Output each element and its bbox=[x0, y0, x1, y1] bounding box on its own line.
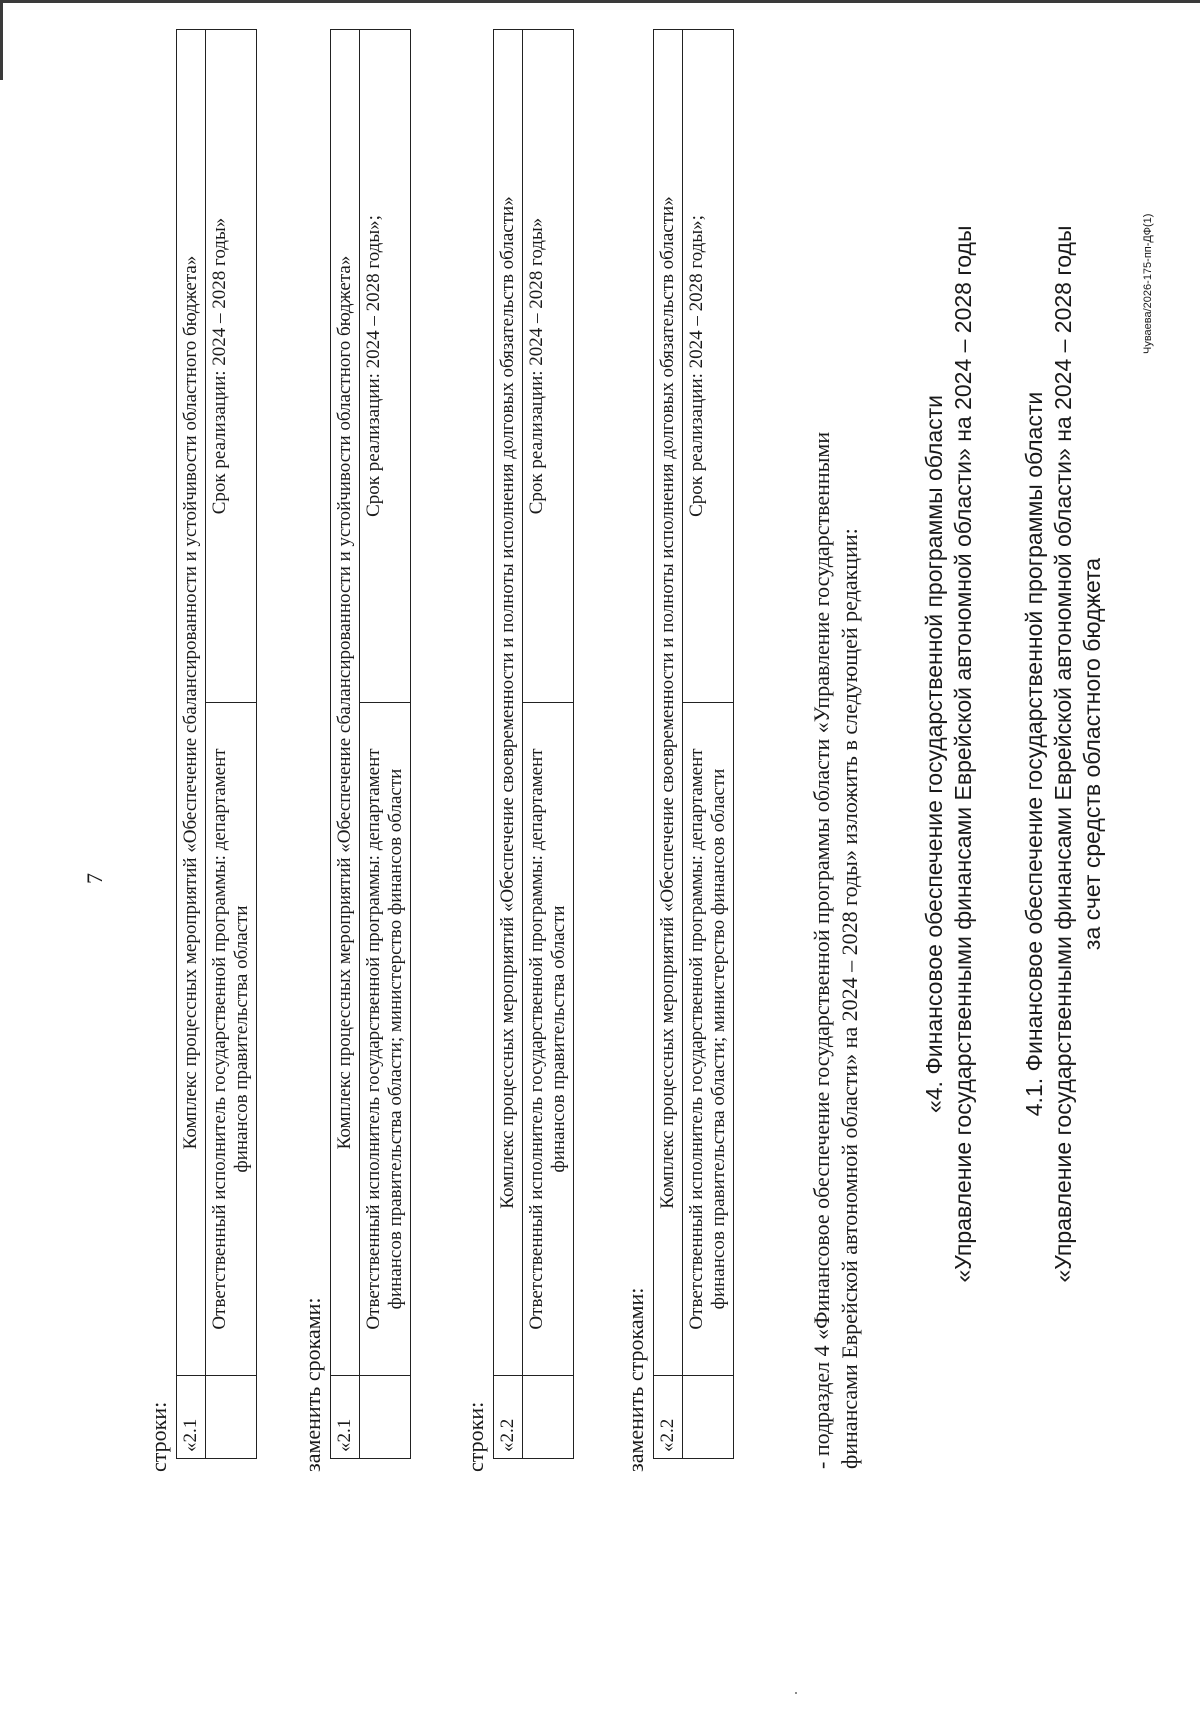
heading-section-4 bbox=[920, 24, 978, 1484]
table-row bbox=[654, 30, 683, 1459]
row-code-empty bbox=[523, 1376, 574, 1459]
table-1 bbox=[176, 29, 257, 1459]
heading-4-line-1: «4. Финансовое обеспечение государственной программы области bbox=[921, 394, 947, 1114]
table-row bbox=[331, 30, 360, 1459]
heading-4-line-2: «Управление государственными финансами Еврейской автономной области» на 2024 – 2028 годы bbox=[950, 225, 976, 1283]
row-code-empty bbox=[683, 1376, 734, 1459]
table-row bbox=[683, 30, 734, 1459]
row-code-empty bbox=[360, 1376, 411, 1459]
row-title: Комплекс процессных мероприятий «Обеспечение своевременности и полноты исполнения долговых обязательств области» bbox=[654, 30, 683, 1376]
row-code: «2.1 bbox=[331, 1376, 360, 1459]
row-term: Срок реализации: 2024 – 2028 годы»; bbox=[360, 30, 411, 703]
row-term: Срок реализации: 2024 – 2028 годы»; bbox=[683, 30, 734, 703]
heading-41-line-2: «Управление государственными финансами Еврейской автономной области» на 2024 – 2028 годы bbox=[1050, 225, 1076, 1283]
row-code: «2.2 bbox=[654, 1376, 683, 1459]
row-code-empty bbox=[206, 1376, 257, 1459]
row-executor: Ответственный исполнитель государственной программы: департамент финансов правительства области; министерство финансов области bbox=[360, 703, 411, 1376]
table-row bbox=[206, 30, 257, 1459]
heading-41-line-3: за счет средств областного бюджета bbox=[1079, 557, 1105, 951]
paragraph-line-1: - подраздел 4 «Финансовое обеспечение государственной программы области «Управление государственными bbox=[809, 431, 834, 1469]
section-label-4: заменить строками: bbox=[623, 1287, 648, 1472]
row-title: Комплекс процессных мероприятий «Обеспечение сбалансированности и устойчивости областного бюджета» bbox=[177, 30, 206, 1376]
table-row bbox=[360, 30, 411, 1459]
row-term: Срок реализации: 2024 – 2028 годы» bbox=[523, 30, 574, 703]
document-code: Чуваева/2026-175-пп-ДФ(1) bbox=[1142, 213, 1154, 354]
row-executor: Ответственный исполнитель государственной программы: департамент финансов правительства области bbox=[206, 703, 257, 1376]
table-row bbox=[494, 30, 523, 1459]
page-number: 7 bbox=[82, 873, 107, 884]
row-title: Комплекс процессных мероприятий «Обеспечение своевременности и полноты исполнения долговых обязательств области» bbox=[494, 30, 523, 1376]
section-label-3: строки: bbox=[463, 1401, 488, 1472]
section-label-2: заменить сроками: bbox=[300, 1297, 325, 1472]
table-2 bbox=[330, 29, 411, 1459]
table-row bbox=[523, 30, 574, 1459]
row-executor: Ответственный исполнитель государственной программы: департамент финансов правительства области bbox=[523, 703, 574, 1376]
row-title: Комплекс процессных мероприятий «Обеспечение сбалансированности и устойчивости областного бюджета» bbox=[331, 30, 360, 1376]
heading-41-line-1: 4.1. Финансовое обеспечение государственной программы области bbox=[1021, 391, 1047, 1117]
table-row bbox=[177, 30, 206, 1459]
table-4 bbox=[653, 29, 734, 1459]
row-executor: Ответственный исполнитель государственной программы: департамент финансов правительства области; министерство финансов области bbox=[683, 703, 734, 1376]
paragraph-line-2: финансами Еврейской автономной области» на 2024 – 2028 годы» изложить в следующей редакции: bbox=[837, 528, 862, 1469]
amendment-paragraph bbox=[808, 24, 864, 1469]
row-code: «2.2 bbox=[494, 1376, 523, 1459]
row-term: Срок реализации: 2024 – 2028 годы» bbox=[206, 30, 257, 703]
section-label-1: строки: bbox=[146, 1401, 171, 1472]
table-3 bbox=[493, 29, 574, 1459]
row-code: «2.1 bbox=[177, 1376, 206, 1459]
heading-section-4-1 bbox=[1020, 24, 1107, 1484]
